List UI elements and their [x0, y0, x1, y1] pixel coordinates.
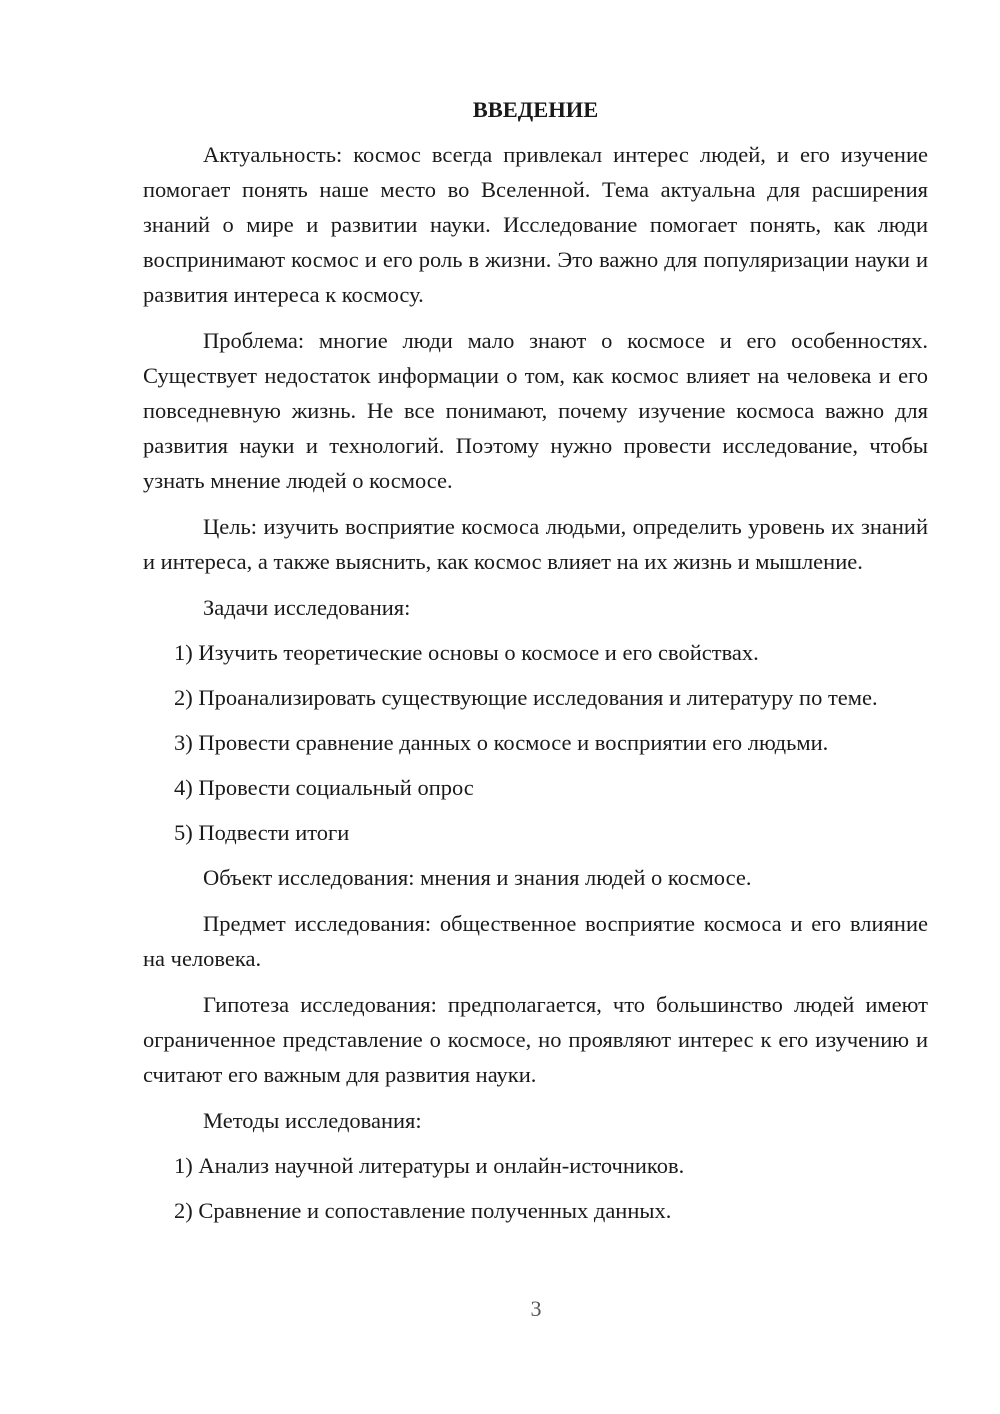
- document-page: [143, 92, 928, 1238]
- object-paragraph: Объект исследования: мнения и знания людей о космосе.: [203, 865, 752, 890]
- page-number: 3: [530, 1296, 542, 1321]
- task-item: 1) Изучить теоретические основы о космосе и его свойствах.: [174, 640, 759, 665]
- relevance-paragraph: Актуальность: космос всегда привлекал интерес людей, и его изучение помогает понять наше место во Вселенной. Тема актуальна для расширения знаний о мире и развитии науки. Исследование помогает понять, как люди воспринимают космос и его роль в жизни. Это важно для популяризации науки и развития интереса к космосу.: [143, 142, 928, 307]
- task-item: 3) Провести сравнение данных о космосе и восприятии его людьми.: [174, 730, 829, 755]
- subject-paragraph: Предмет исследования: общественное восприятие космоса и его влияние на человека.: [143, 911, 928, 971]
- task-item: 5) Подвести итоги: [174, 820, 350, 845]
- method-item: 1) Анализ научной литературы и онлайн-источников.: [174, 1153, 685, 1178]
- section-title: ВВЕДЕНИЕ: [472, 97, 599, 122]
- methods-heading: Методы исследования:: [203, 1108, 422, 1133]
- problem-paragraph: Проблема: многие люди мало знают о космосе и его особенностях. Существует недостаток информации о том, как космос влияет на человека и его повседневную жизнь. Не все понимают, почему изучение космоса важно для развития науки и технологий. Поэтому нужно провести исследование, чтобы узнать мнение людей о космосе.: [143, 328, 928, 493]
- hypothesis-paragraph: Гипотеза исследования: предполагается, что большинство людей имеют ограниченное представление о космосе, но проявляют интерес к его изучению и считают его важным для развития науки.: [143, 992, 928, 1087]
- method-item: 2) Сравнение и сопоставление полученных данных.: [174, 1198, 672, 1223]
- goal-paragraph: Цель: изучить восприятие космоса людьми, определить уровень их знаний и интереса, а также выяснить, как космос влияет на их жизнь и мышление.: [143, 514, 928, 574]
- task-item: 2) Проанализировать существующие исследования и литературу по теме.: [174, 685, 878, 710]
- tasks-heading: Задачи исследования:: [203, 595, 411, 620]
- task-item: 4) Провести социальный опрос: [174, 775, 474, 800]
